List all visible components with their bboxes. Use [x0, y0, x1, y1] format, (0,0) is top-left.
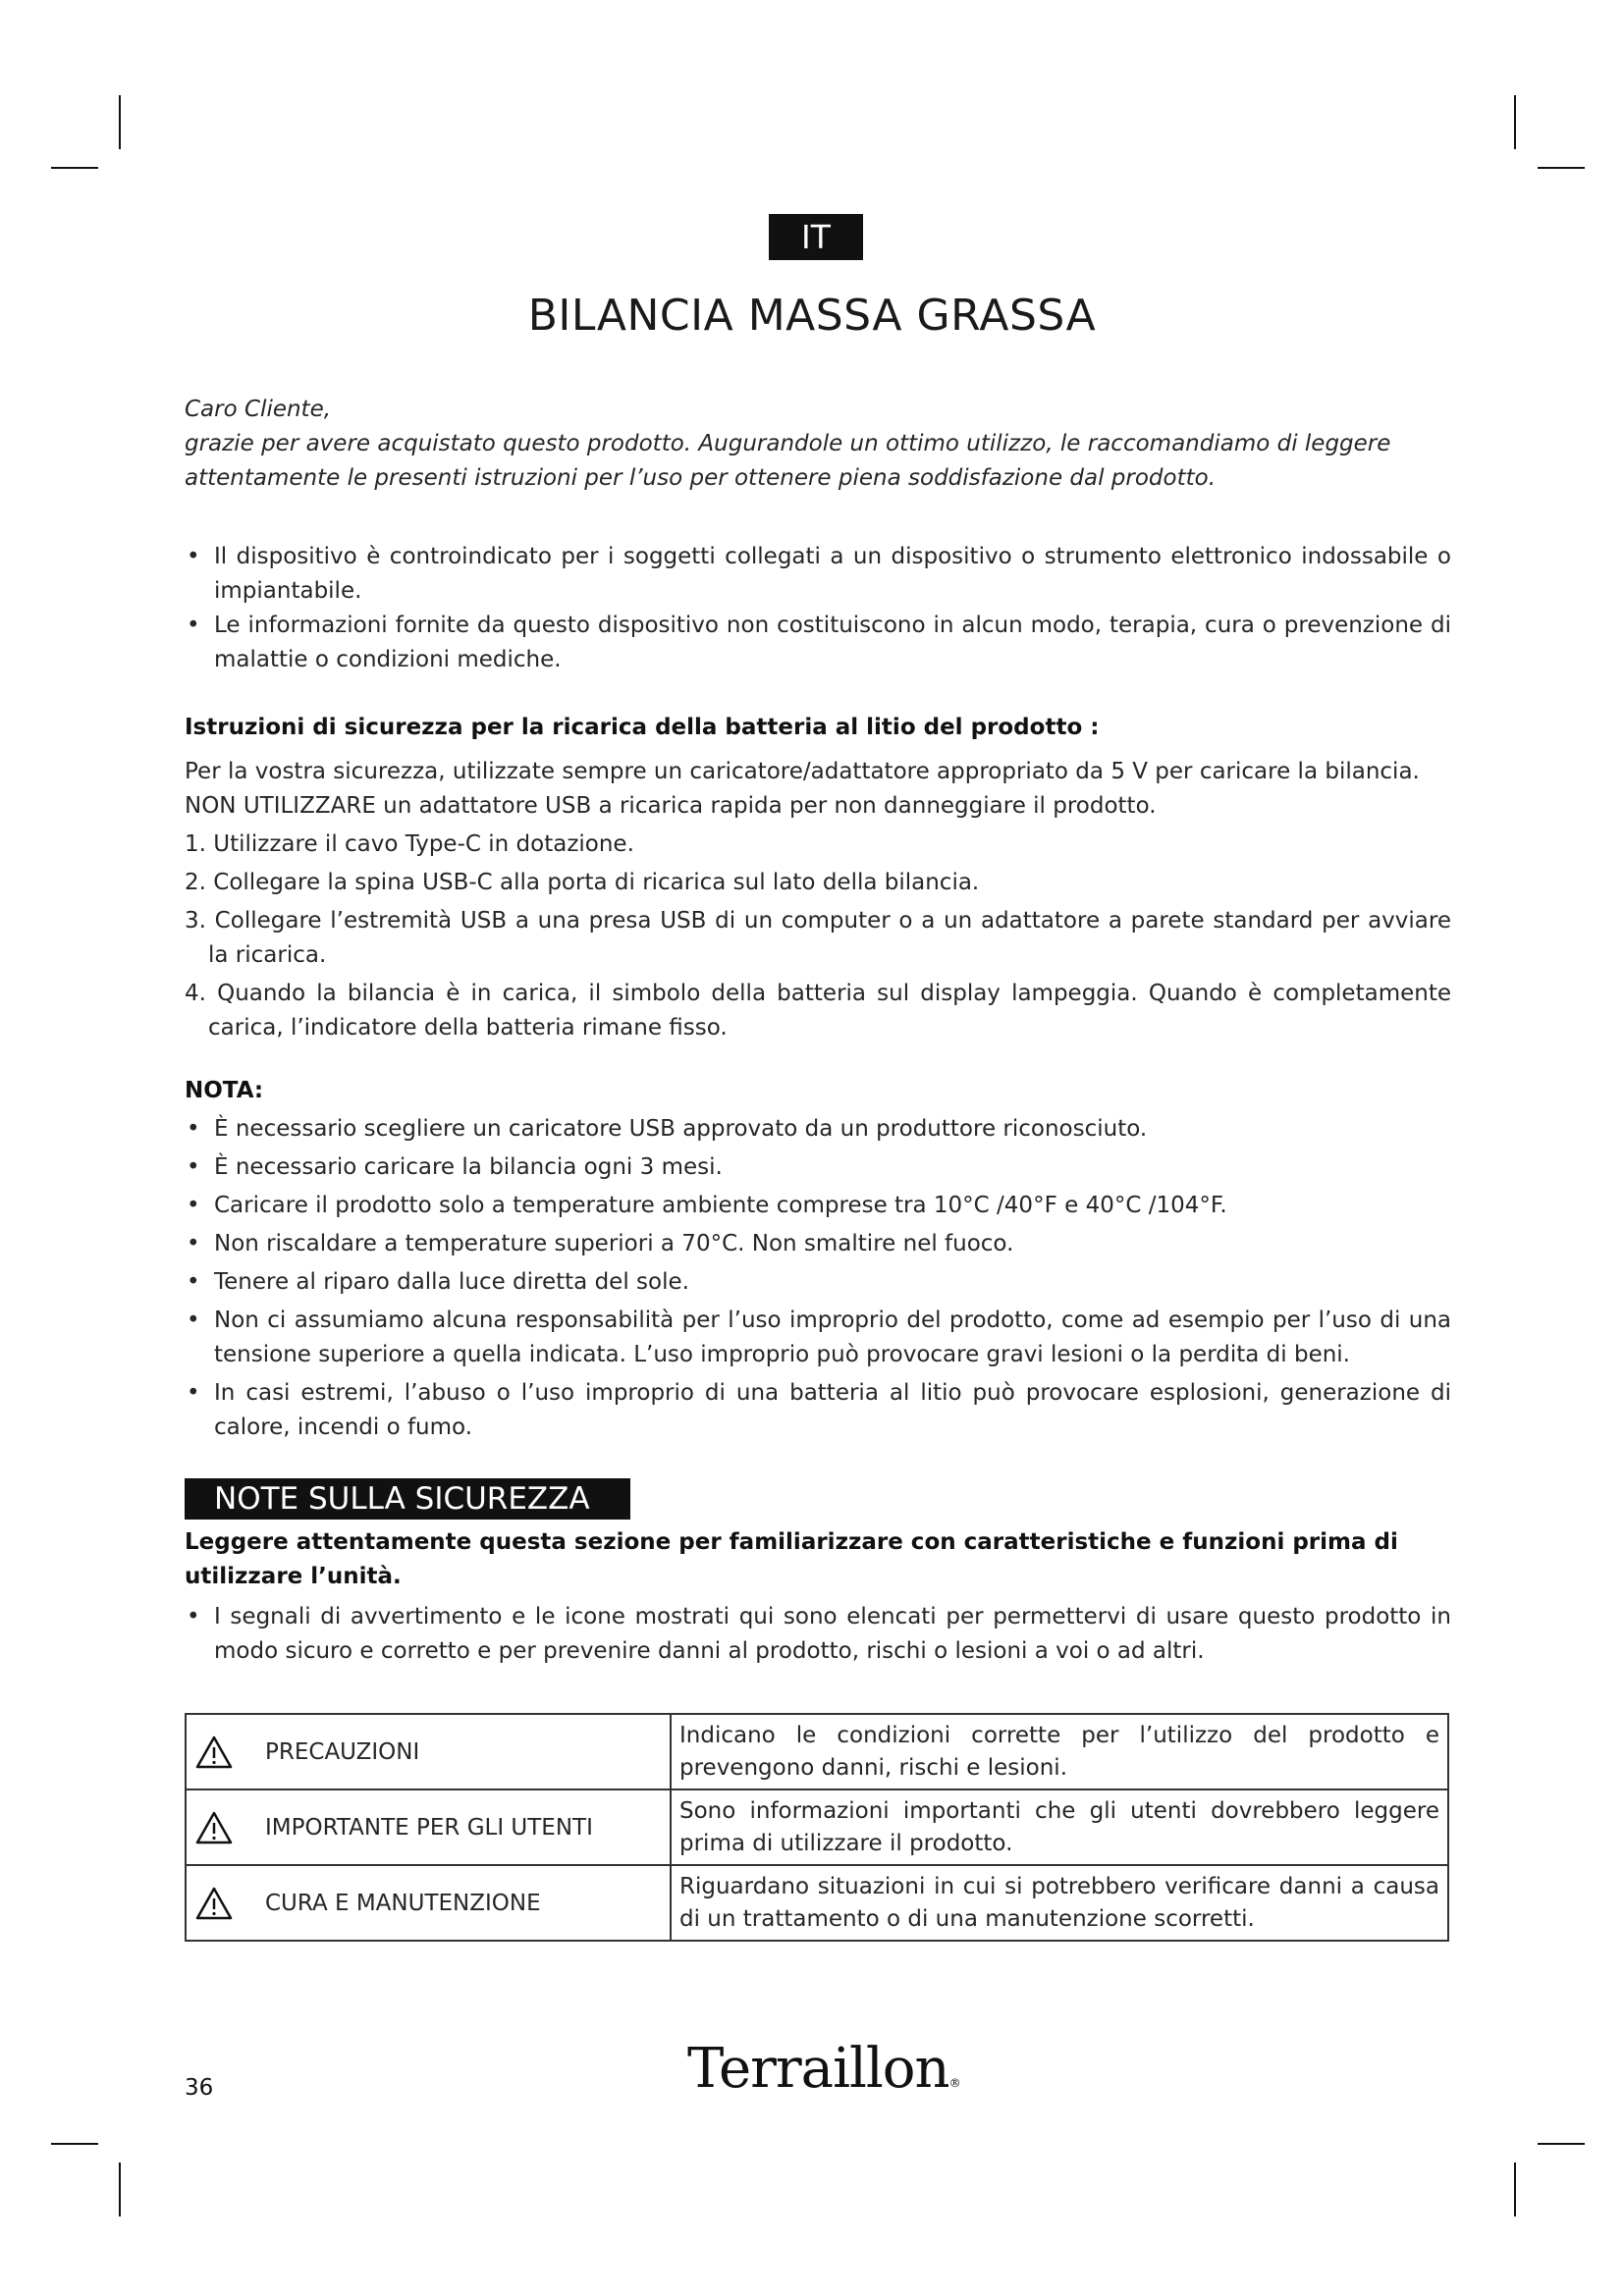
warning-triangle-icon: [194, 1886, 234, 1921]
table-desc: Sono informazioni importanti che gli utenti dovrebbero leggere prima di utilizzare il prodotto.: [671, 1789, 1448, 1865]
warning-triangle-icon: [194, 1810, 234, 1845]
intro-greeting: Caro Cliente,: [185, 397, 332, 422]
list-item: • In casi estremi, l’abuso o l’uso improprio di una batteria al litio può provocare esplosioni, generazione di calore, incendi o fumo.: [185, 1376, 1451, 1445]
list-item: • Le informazioni fornite da questo dispositivo non costituiscono in alcun modo, terapia, cura o prevenzione di malattie o condizioni mediche.: [185, 609, 1451, 677]
list-item: • Non riscaldare a temperature superiori a 70°C. Non smaltire nel fuoco.: [185, 1227, 1451, 1261]
battery-section: [185, 711, 1451, 1049]
language-badge: IT: [769, 214, 863, 260]
list-item: 4. Quando la bilancia è in carica, il simbolo della batteria sul display lampeggia. Quando è completamente carica, l’indicatore della batteria rimane fisso.: [185, 981, 1451, 1041]
list-item: • Caricare il prodotto solo a temperature ambiente comprese tra 10°C /40°F e 40°C /104°F.: [185, 1189, 1451, 1223]
nota-section: [185, 1074, 1451, 1449]
list-item: • Il dispositivo è controindicato per i soggetti collegati a un dispositivo o strumento elettronico indossabile o impiantabile.: [185, 540, 1451, 609]
crop-mark: [1514, 2163, 1516, 2216]
table-label: PRECAUZIONI: [265, 1738, 420, 1765]
list-item: 2. Collegare la spina USB-C alla porta di ricarica sul lato della bilancia.: [185, 870, 980, 895]
safety-heading: NOTE SULLA SICUREZZA: [185, 1478, 630, 1520]
table-row: [186, 1714, 1448, 1789]
list-item: • I segnali di avvertimento e le icone mostrati qui sono elencati per permettervi di usare questo prodotto in modo sicuro e corretto e per prevenire danni al prodotto, rischi o lesioni a voi o ad altri.: [185, 1600, 1451, 1669]
warning-list-section: [185, 540, 1451, 677]
table-label: IMPORTANTE PER GLI UTENTI: [265, 1814, 593, 1841]
crop-mark: [51, 2143, 98, 2145]
crop-mark: [1514, 95, 1516, 149]
crop-mark: [1538, 2143, 1585, 2145]
list-item: • È necessario caricare la bilancia ogni 3 mesi.: [185, 1150, 1451, 1185]
crop-mark: [1538, 167, 1585, 169]
safety-section: [185, 1525, 1451, 1669]
crop-mark: [119, 95, 121, 149]
list-item: • Tenere al riparo dalla luce diretta del sole.: [185, 1265, 1451, 1300]
list-item: 1. Utilizzare il cavo Type-C in dotazione.: [185, 831, 634, 857]
page-number: 36: [185, 2075, 214, 2101]
registered-mark: ®: [948, 2076, 960, 2090]
intro-section: [185, 393, 1451, 496]
brand-logo: [687, 2037, 960, 2101]
list-item: • È necessario scegliere un caricatore USB approvato da un produttore riconosciuto.: [185, 1112, 1451, 1147]
warning-triangle-icon: [194, 1735, 234, 1770]
brand-name: Terraillon: [687, 2037, 949, 2101]
crop-mark: [51, 167, 98, 169]
crop-mark: [119, 2163, 121, 2216]
table-row: [186, 1865, 1448, 1941]
list-item: 3. Collegare l’estremità USB a una presa USB di un computer o a un adattatore a parete standard per avviare la ricarica.: [185, 908, 1451, 968]
battery-para: NON UTILIZZARE un adattatore USB a ricarica rapida per non danneggiare il prodotto.: [185, 793, 1157, 819]
safety-intro: Leggere attentamente questa sezione per familiarizzare con caratteristiche e funzioni prima di utilizzare l’unità.: [185, 1529, 1398, 1589]
battery-heading: Istruzioni di sicurezza per la ricarica della batteria al litio del prodotto :: [185, 715, 1100, 740]
intro-text: grazie per avere acquistato questo prodotto. Augurandole un ottimo utilizzo, le raccomandiamo di leggere attentamente le presenti istruzioni per l’uso per ottenere piena soddisfazione dal prodotto.: [185, 431, 1391, 491]
table-row: [186, 1789, 1448, 1865]
safety-symbols-table: [185, 1713, 1449, 1942]
table-desc: Riguardano situazioni in cui si potrebbero verificare danni a causa di un trattamento o di una manutenzione scorretti.: [671, 1865, 1448, 1941]
table-label: CURA E MANUTENZIONE: [265, 1890, 541, 1916]
battery-steps: [185, 828, 1451, 1045]
battery-para: Per la vostra sicurezza, utilizzate sempre un caricatore/adattatore appropriato da 5 V per caricare la bilancia.: [185, 759, 1420, 784]
table-desc: Indicano le condizioni corrette per l’utilizzo del prodotto e prevengono danni, rischi e lesioni.: [671, 1714, 1448, 1789]
list-item: • Non ci assumiamo alcuna responsabilità per l’uso improprio del prodotto, come ad esempio per l’uso di una tensione superiore a quella indicata. L’uso improprio può provocare gravi lesioni o la perdita di beni.: [185, 1304, 1451, 1372]
nota-heading: NOTA:: [185, 1078, 264, 1103]
page-title: BILANCIA MASSA GRASSA: [527, 291, 1097, 341]
